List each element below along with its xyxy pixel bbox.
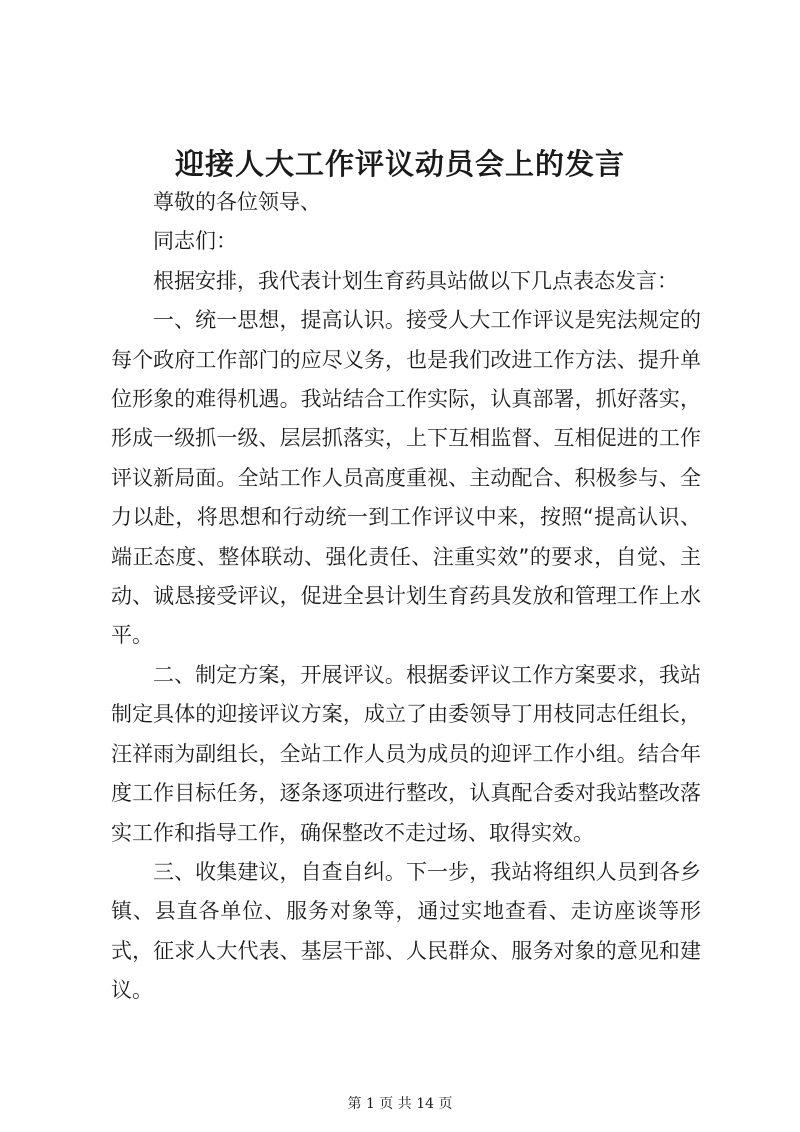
section-1-paragraph: 一、统一思想，提高认识。接受人大工作评议是宪法规定的每个政府工作部门的应尽义务，也是我们改进工作方法、提升单位形象的难得机遇。我站结合工作实际，认真部署，抓好落实，形成一级抓一级、层层抓落实，上下互相监督、互相促进的工作评议新局面。全站工作人员高度重视、主动配合、积极参与、全力以赴，将思想和行动统一到工作评议中来，按照“提高认识、端正态度、整体联动、强化责任、注重实效”的要求，自觉、主动、诚恳接受评议，促进全县计划生育药具发放和管理工作上水平。 <box>111 308 701 648</box>
section-2-paragraph: 二、制定方案，开展评议。根据委评议工作方案要求，我站制定具体的迎接评议方案，成立了由委领导丁用枝同志任组长，汪祥雨为副组长，全站工作人员为成员的迎评工作小组。结合年度工作目标任务，逐条逐项进行整改，认真配合委对我站整改落实工作和指导工作，确保整改不走过场、取得实效。 <box>111 662 701 845</box>
salutation-line: 尊敬的各位领导、 <box>153 190 321 214</box>
intro-paragraph: 根据安排，我代表计划生育药具站做以下几点表态发言： <box>153 268 678 293</box>
document-body <box>111 183 701 1011</box>
section-3-paragraph: 三、收集建议，自查自纠。下一步，我站将组织人员到各乡镇、县直各单位、服务对象等，通过实地查看、走访座谈等形式，征求人大代表、基层干部、人民群众、服务对象的意见和建议。 <box>111 859 701 1003</box>
page-number-footer: 第 1 页 共 14 页 <box>347 1096 453 1112</box>
document-title: 迎接人大工作评议动员会上的发言 <box>174 147 625 181</box>
salutation-line: 同志们： <box>153 229 237 254</box>
